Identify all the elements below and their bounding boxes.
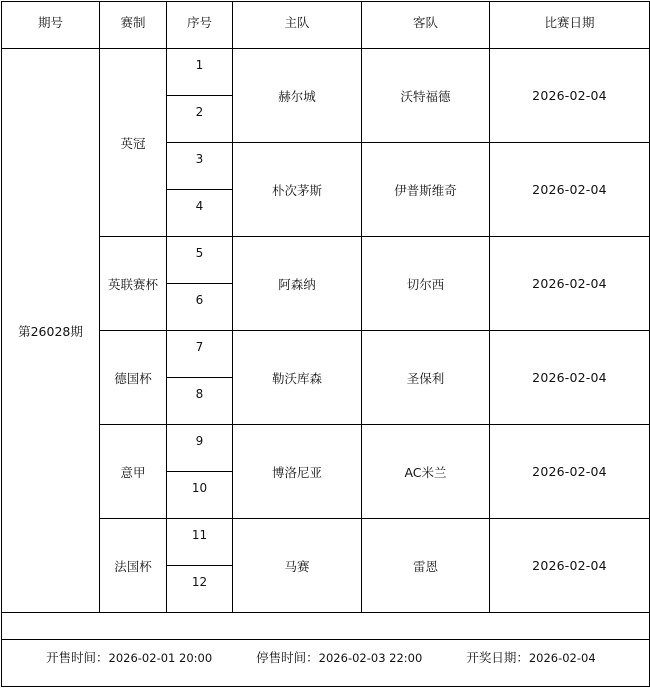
home-team-cell: 勒沃库森 — [233, 331, 362, 425]
seq-cell: 8 — [167, 378, 233, 425]
away-team-cell: 沃特福德 — [362, 49, 490, 143]
competition-cell: 英联赛杯 — [100, 237, 167, 331]
header-away: 客队 — [362, 2, 490, 49]
table-row — [2, 425, 650, 472]
competition-cell: 德国杯 — [100, 331, 167, 425]
header-match-date: 比赛日期 — [490, 2, 650, 49]
away-team-cell: 切尔西 — [362, 237, 490, 331]
home-team-cell: 阿森纳 — [233, 237, 362, 331]
sale-start: 开售时间：2026-02-01 20:00 — [46, 650, 213, 665]
match-date-cell: 2026-02-04 — [490, 519, 650, 613]
draw-date: 开奖日期：2026-02-04 — [466, 650, 596, 665]
seq-cell: 11 — [167, 519, 233, 566]
table-row — [2, 49, 650, 96]
header-competition: 赛制 — [100, 2, 167, 49]
seq-cell: 4 — [167, 190, 233, 237]
footer-row — [2, 640, 650, 687]
header-home: 主队 — [233, 2, 362, 49]
competition-cell: 英冠 — [100, 49, 167, 237]
seq-cell: 9 — [167, 425, 233, 472]
competition-cell: 意甲 — [100, 425, 167, 519]
match-date-cell: 2026-02-04 — [490, 237, 650, 331]
match-date-cell: 2026-02-04 — [490, 331, 650, 425]
seq-cell: 10 — [167, 472, 233, 519]
period-cell: 第26028期 — [2, 49, 100, 613]
blank-cell — [2, 613, 650, 640]
competition-cell: 法国杯 — [100, 519, 167, 613]
table-row — [2, 331, 650, 378]
seq-cell: 12 — [167, 566, 233, 613]
seq-cell: 1 — [167, 49, 233, 96]
header-row — [2, 2, 650, 49]
blank-row — [2, 613, 650, 640]
home-team-cell: 马赛 — [233, 519, 362, 613]
sale-stop: 停售时间：2026-02-03 22:00 — [256, 650, 423, 665]
away-team-cell: 伊普斯维奇 — [362, 143, 490, 237]
seq-cell: 5 — [167, 237, 233, 284]
header-period: 期号 — [2, 2, 100, 49]
table-row — [2, 237, 650, 284]
home-team-cell: 博洛尼亚 — [233, 425, 362, 519]
match-date-cell: 2026-02-04 — [490, 49, 650, 143]
away-team-cell: 雷恩 — [362, 519, 490, 613]
sale-info — [2, 640, 649, 666]
seq-cell: 6 — [167, 284, 233, 331]
away-team-cell: AC米兰 — [362, 425, 490, 519]
footer-cell — [2, 640, 650, 687]
header-seq: 序号 — [167, 2, 233, 49]
home-team-cell: 赫尔城 — [233, 49, 362, 143]
away-team-cell: 圣保利 — [362, 331, 490, 425]
seq-cell: 7 — [167, 331, 233, 378]
home-team-cell: 朴次茅斯 — [233, 143, 362, 237]
match-date-cell: 2026-02-04 — [490, 425, 650, 519]
seq-cell: 3 — [167, 143, 233, 190]
seq-cell: 2 — [167, 96, 233, 143]
match-date-cell: 2026-02-04 — [490, 143, 650, 237]
schedule-table — [1, 1, 650, 687]
table-row — [2, 519, 650, 566]
